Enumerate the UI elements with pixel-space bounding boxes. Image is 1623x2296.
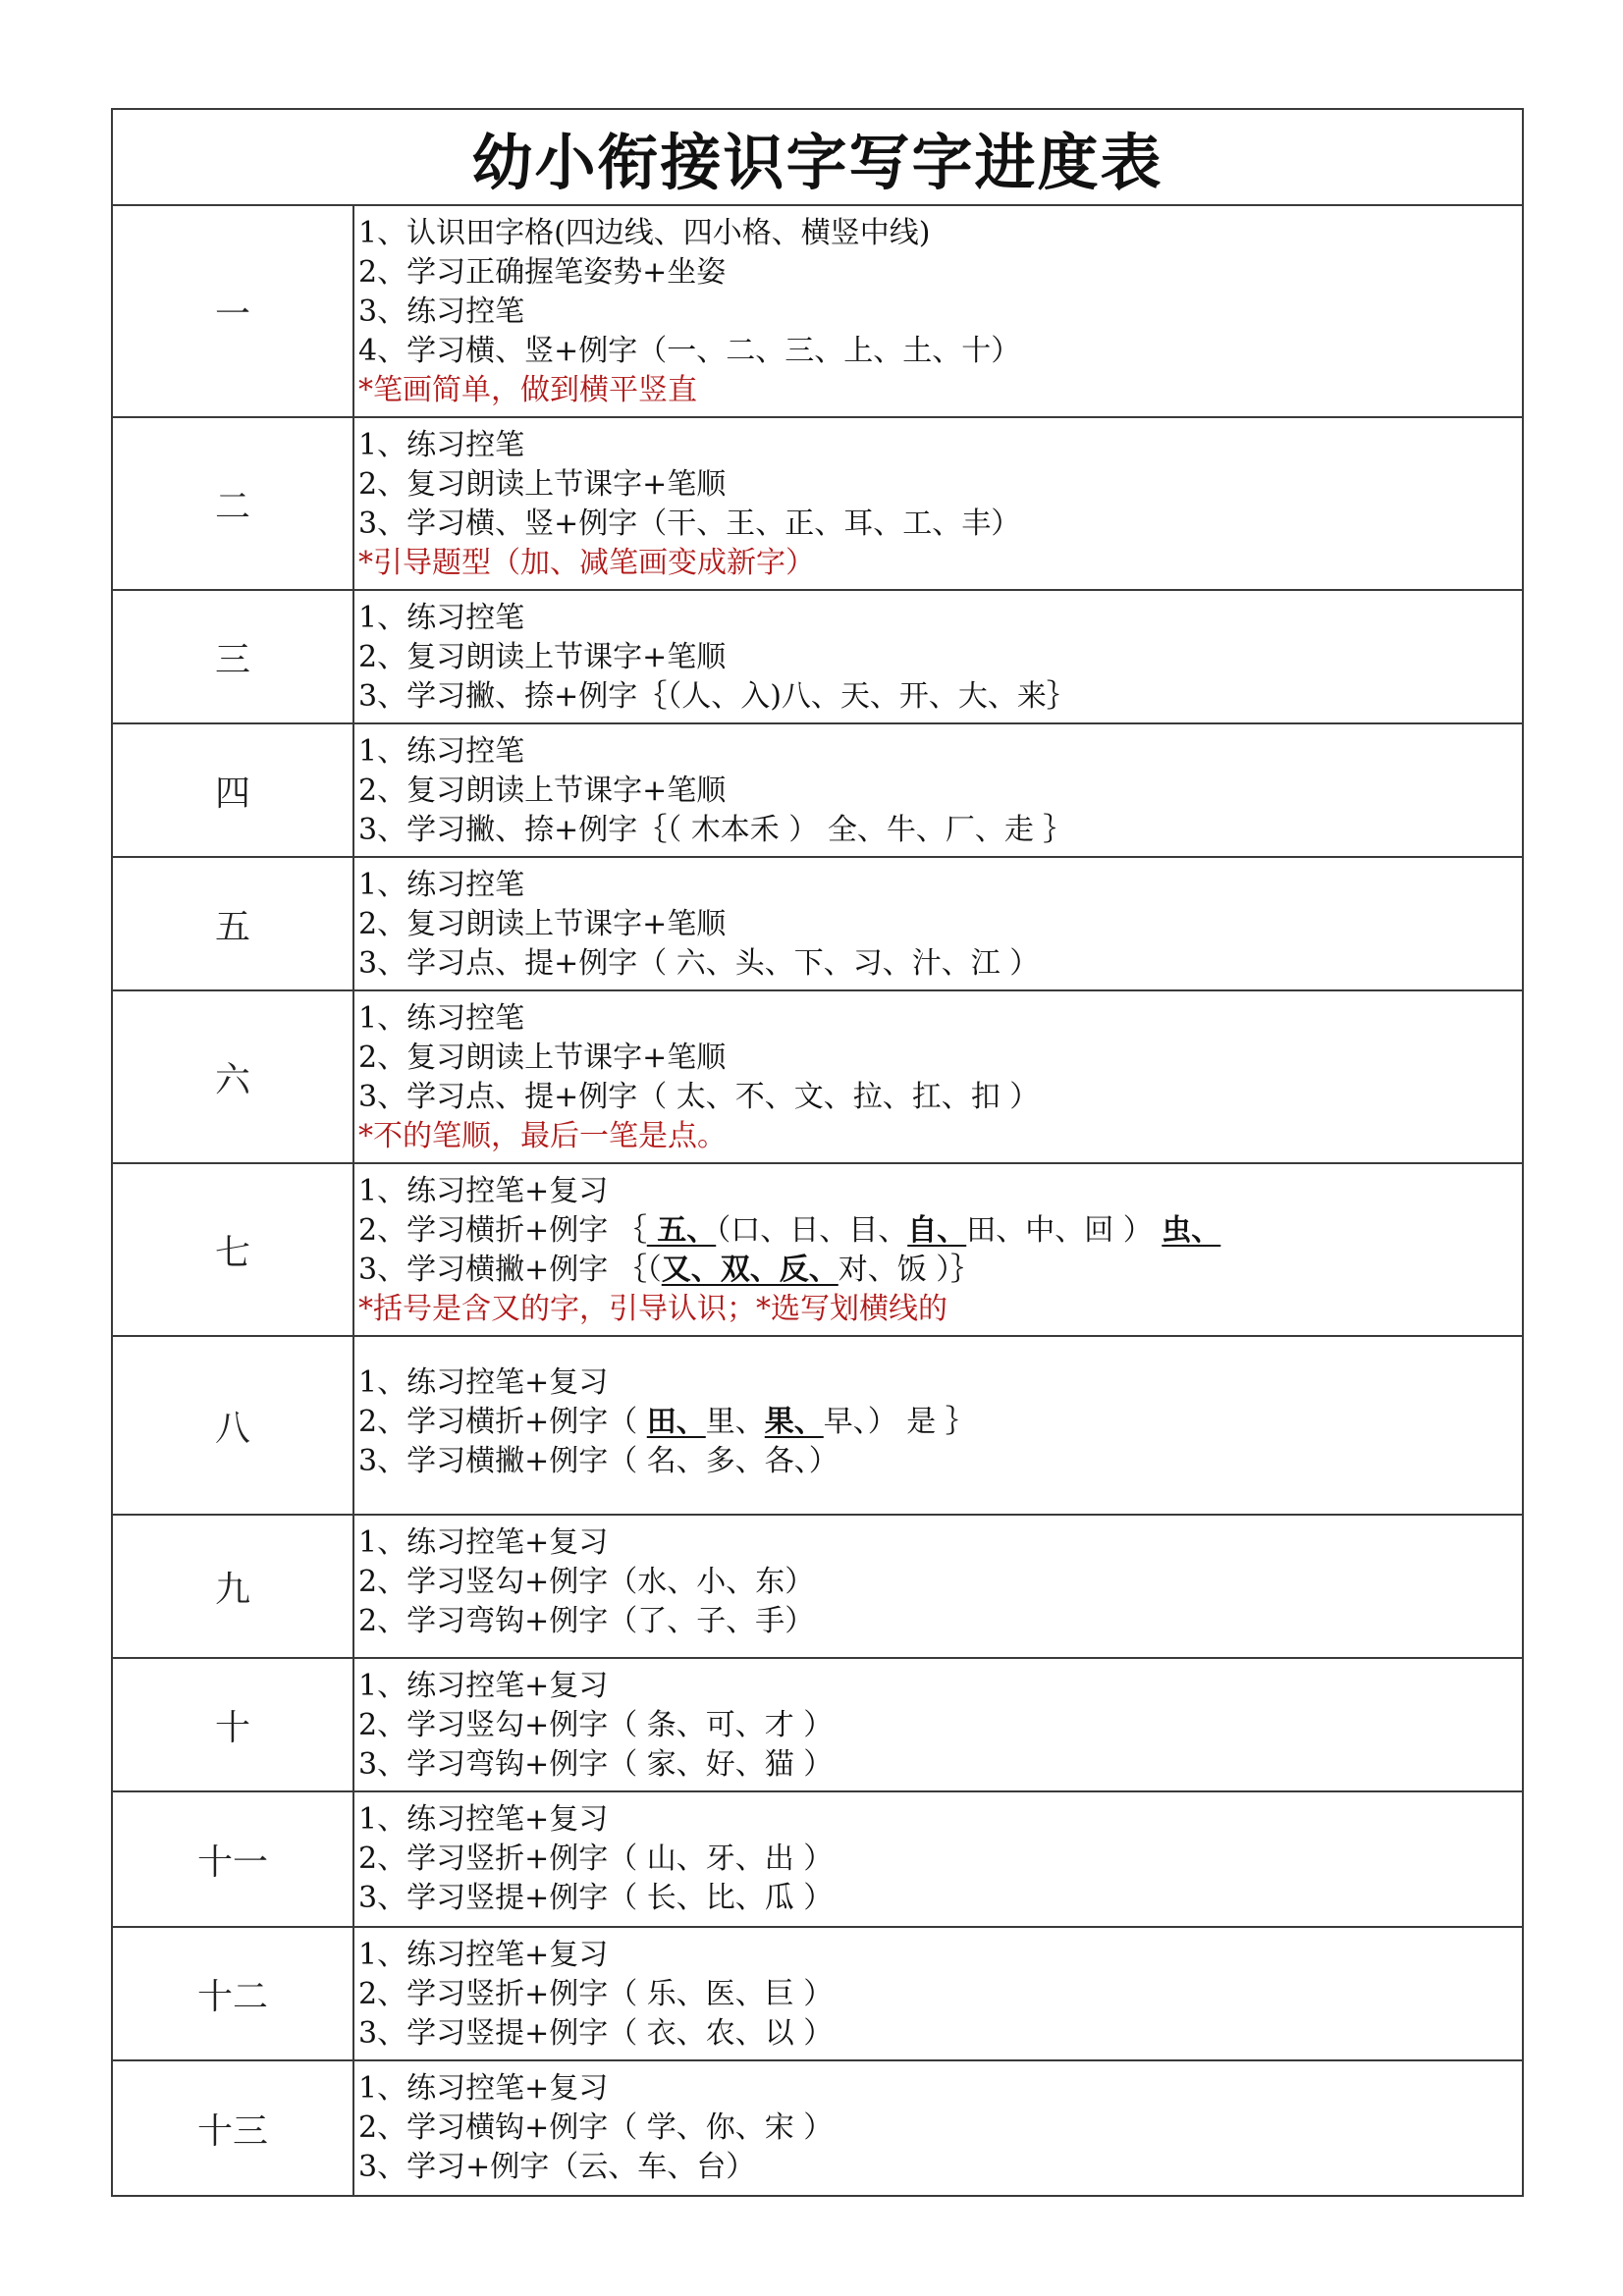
underlined-char: 五、 xyxy=(646,1213,717,1248)
content-line: 4、学习横、竖+例字（一、二、三、上、土、十） xyxy=(358,334,1021,368)
content-line: 2、学习竖折+例字（ 山、牙、出 ） xyxy=(358,1842,834,1876)
lesson-content xyxy=(353,1336,1523,1515)
table-row xyxy=(112,205,1523,417)
content-line: 2、学习弯钩+例字（了、子、手） xyxy=(358,1604,815,1638)
lesson-content xyxy=(353,723,1523,857)
lesson-content xyxy=(353,205,1523,417)
table-row xyxy=(112,417,1523,590)
table-row xyxy=(112,590,1523,723)
content-line: 1、练习控笔+复习 xyxy=(358,1669,609,1703)
content-line: 1、练习控笔+复习 xyxy=(358,1802,609,1837)
underlined-char: 果、 xyxy=(764,1405,824,1439)
lesson-number: 十三 xyxy=(112,2060,353,2196)
lesson-note: *引导题型（加、减笔画变成新字） xyxy=(358,546,815,580)
lesson-number: 二 xyxy=(112,417,353,590)
content-line: 2、复习朗读上节课字+笔顺 xyxy=(358,640,727,674)
lesson-number: 十一 xyxy=(112,1791,353,1927)
underlined-char: 田、 xyxy=(646,1405,706,1439)
content-line: 3、学习竖提+例字（ 衣、农、以 ） xyxy=(358,2016,834,2051)
lesson-number: 七 xyxy=(112,1163,353,1336)
content-line: 1、练习控笔 xyxy=(358,1001,525,1036)
lesson-number: 六 xyxy=(112,990,353,1163)
text-segment: 2、学习横折+例字 ｛ xyxy=(358,1213,647,1248)
lesson-content xyxy=(353,1163,1523,1336)
content-line: 2、学习正确握笔姿势+坐姿 xyxy=(358,255,727,290)
content-line: 2、复习朗读上节课字+笔顺 xyxy=(358,774,727,808)
content-line: 1、练习控笔+复习 xyxy=(358,1938,609,1972)
content-line: 1、练习控笔 xyxy=(358,734,525,769)
content-line: 3、学习撇、捺+例字｛（人、入)八、天、开、大、来｝ xyxy=(358,679,1076,714)
content-line: 2、学习横钩+例字（ 学、你、宋 ） xyxy=(358,2110,834,2145)
lesson-note: *括号是含又的字，引导认识；*选写划横线的 xyxy=(358,1292,947,1326)
lesson-note: *笔画简单，做到横平竖直 xyxy=(358,373,697,407)
content-line: 3、学习弯钩+例字（ 家、好、猫 ） xyxy=(358,1747,834,1782)
text-segment: 2、学习横折+例字（ xyxy=(358,1405,647,1439)
lesson-number: 十 xyxy=(112,1658,353,1791)
content-line: 1、练习控笔+复习 xyxy=(358,1365,609,1400)
underlined-char: 又、双、反、 xyxy=(661,1253,839,1287)
table-row xyxy=(112,1336,1523,1515)
title-row xyxy=(112,109,1523,205)
text-segment: 早、） 是 ｝ xyxy=(823,1405,975,1439)
content-line xyxy=(358,1403,1522,1442)
table-row xyxy=(112,723,1523,857)
content-line: 1、练习控笔 xyxy=(358,601,525,635)
content-line xyxy=(358,1211,1522,1251)
content-line: 2、复习朗读上节课字+笔顺 xyxy=(358,467,727,502)
lesson-content xyxy=(353,590,1523,723)
progress-table xyxy=(111,108,1524,2197)
table-row xyxy=(112,1163,1523,1336)
text-segment: 里、 xyxy=(705,1405,765,1439)
content-line: 2、学习竖勾+例字（水、小、东） xyxy=(358,1565,815,1599)
lesson-number: 八 xyxy=(112,1336,353,1515)
lesson-content xyxy=(353,990,1523,1163)
table-row xyxy=(112,990,1523,1163)
table-row xyxy=(112,1791,1523,1927)
content-line: 2、复习朗读上节课字+笔顺 xyxy=(358,1041,727,1075)
text-segment: （口、日、目、 xyxy=(716,1213,908,1248)
table-row xyxy=(112,857,1523,990)
content-line: 3、学习横、竖+例字（干、王、正、耳、工、丰） xyxy=(358,507,1021,541)
content-line: 2、学习竖折+例字（ 乐、医、巨 ） xyxy=(358,1977,834,2011)
content-line: 3、学习撇、捺+例字｛（ 木本禾 ） 全、牛、厂、走 ｝ xyxy=(358,813,1073,847)
content-line: 3、学习竖提+例字（ 长、比、瓜 ） xyxy=(358,1881,834,1915)
lesson-number: 三 xyxy=(112,590,353,723)
content-line: 3、学习点、提+例字（ 太、不、文、拉、扛、扣 ） xyxy=(358,1080,1040,1114)
underlined-char: 虫、 xyxy=(1162,1213,1221,1248)
lesson-number: 五 xyxy=(112,857,353,990)
text-segment: 对、饭 ）｝ xyxy=(838,1253,981,1287)
content-line xyxy=(358,1251,1522,1290)
table-row xyxy=(112,1658,1523,1791)
content-line: 1、练习控笔+复习 xyxy=(358,1525,609,1560)
content-line: 3、练习控笔 xyxy=(358,294,525,329)
lesson-number: 一 xyxy=(112,205,353,417)
content-line: 2、学习竖勾+例字（ 条、可、才 ） xyxy=(358,1708,834,1742)
lesson-content xyxy=(353,417,1523,590)
lesson-number: 九 xyxy=(112,1515,353,1658)
text-segment: 3、学习横撇+例字 ｛（ xyxy=(358,1253,662,1287)
lesson-content xyxy=(353,1791,1523,1927)
lesson-note: *不的笔顺，最后一笔是点。 xyxy=(358,1119,727,1153)
content-line: 1、练习控笔 xyxy=(358,868,525,902)
lesson-content xyxy=(353,1927,1523,2060)
table-row xyxy=(112,1515,1523,1658)
lesson-number: 十二 xyxy=(112,1927,353,2060)
table-row xyxy=(112,1927,1523,2060)
lesson-content xyxy=(353,857,1523,990)
page-title: 幼小衔接识字写字进度表 xyxy=(112,109,1523,205)
lesson-content xyxy=(353,1658,1523,1791)
content-line: 1、认识田字格(四边线、四小格、横竖中线) xyxy=(358,216,931,250)
table-row xyxy=(112,2060,1523,2196)
lesson-content xyxy=(353,1515,1523,1658)
content-line: 3、学习横撇+例字（ 名、多、各、） xyxy=(358,1444,839,1478)
lesson-content xyxy=(353,2060,1523,2196)
text-segment: 田、中、回 ） xyxy=(966,1213,1163,1248)
underlined-char: 自、 xyxy=(907,1213,967,1248)
content-line: 2、复习朗读上节课字+笔顺 xyxy=(358,907,727,941)
content-line: 1、练习控笔 xyxy=(358,428,525,462)
content-line: 3、学习+例字（云、车、台） xyxy=(358,2150,756,2184)
content-line: 3、学习点、提+例字（ 六、头、下、习、汁、江 ） xyxy=(358,946,1040,981)
lesson-number: 四 xyxy=(112,723,353,857)
content-line: 1、练习控笔+复习 xyxy=(358,2071,609,2106)
content-line: 1、练习控笔+复习 xyxy=(358,1174,609,1208)
